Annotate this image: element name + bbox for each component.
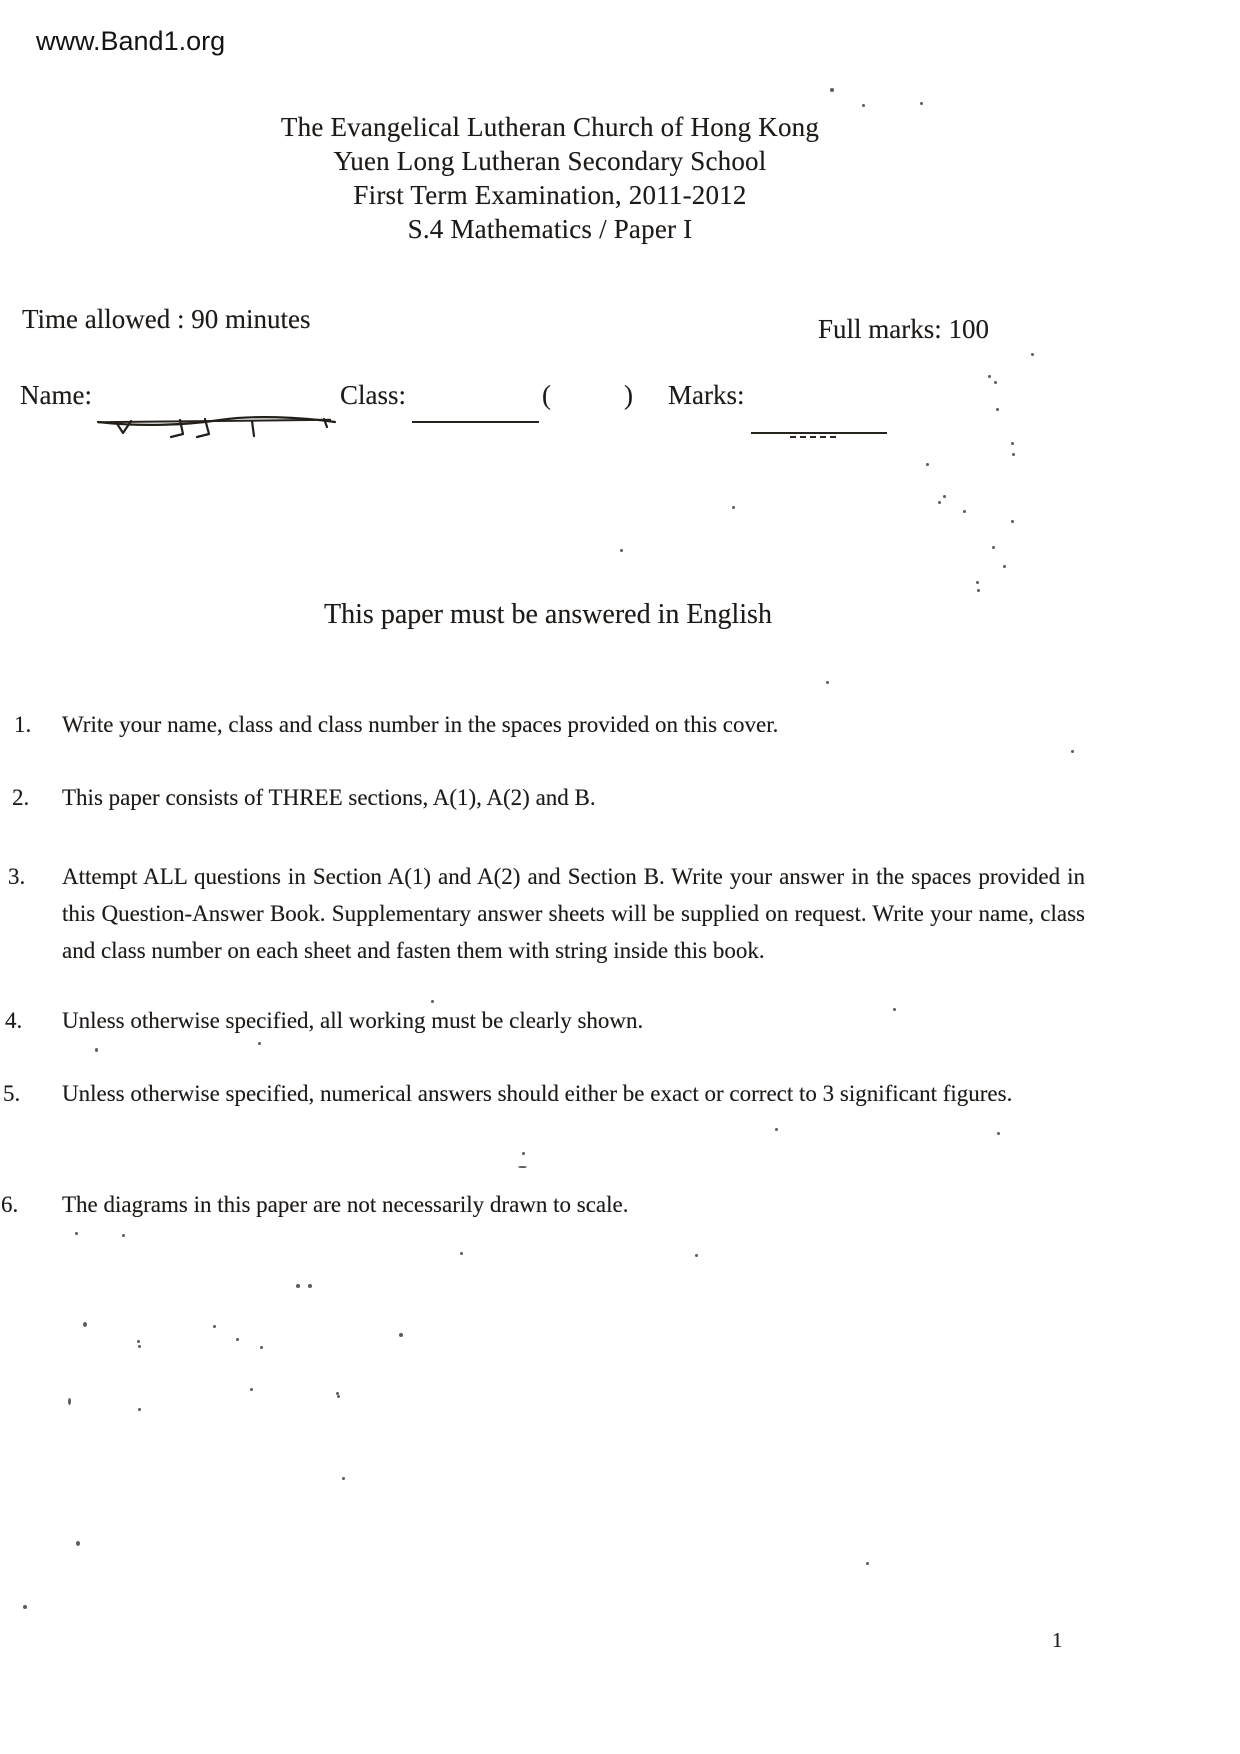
language-notice: This paper must be answered in English [324,599,772,630]
scan-speck [943,495,946,498]
marks-blank-line [751,432,887,434]
scan-speck [296,1284,300,1288]
scan-speck [258,1042,261,1045]
name-label: Name: [20,380,92,410]
scan-speck [866,1562,869,1565]
instruction-text: Write your name, class and class number in the spaces provided on this cover. [62,712,779,737]
scan-speck [1011,442,1014,445]
instruction-item-1 [0,706,1085,743]
scan-speck [1071,750,1074,753]
scan-speck [137,1340,140,1343]
instruction-text: This paper consists of THREE sections, A(1), A(2) and B. [62,785,596,810]
scan-speck [992,546,995,549]
instruction-text: Unless otherwise specified, all working must be clearly shown. [62,1008,644,1033]
instruction-item-5 [0,1074,1085,1114]
scan-speck [95,1048,98,1052]
scan-speck [213,1325,216,1328]
scan-speck [1003,565,1006,568]
instruction-text: Attempt ALL questions in Section A(1) and A(2) and Section B. Write your answer in the spaces provided in this Question-Answer Book. Supplementary answer sheets will be supplied on request. Write your name, class and class number on each sheet and fasten them with string inside this book. [62,864,1085,963]
paper-title: S.4 Mathematics / Paper I [407,214,693,244]
class-number-paren-close: ) [624,380,633,410]
instruction-item-2 [0,779,1085,816]
scan-speck [68,1398,71,1405]
scan-speck [23,1605,27,1609]
scan-speck [250,1388,253,1391]
scan-speck [1031,353,1034,356]
scan-speck [236,1338,239,1341]
scan-speck [893,1008,896,1011]
scan-speck [1011,520,1014,523]
scan-speck [122,1234,125,1237]
scan-speck [138,1345,141,1348]
scan-speck [963,510,966,513]
scan-speck [75,1232,78,1235]
scan-speck [620,549,623,552]
scan-speck [926,463,929,466]
scan-speck [988,375,991,378]
page-number: 1 [1052,1628,1063,1652]
scan-speck [994,381,997,384]
scan-speck [996,408,999,411]
class-blank-line [412,421,539,423]
instruction-number: 3. [8,864,26,889]
scan-speck [976,581,979,584]
scan-speck [342,1477,345,1480]
exam-title-block [0,110,1100,246]
scan-speck [518,1166,527,1168]
instruction-item-4 [0,1002,1085,1039]
site-watermark: www.Band1.org [36,26,226,56]
scan-speck [399,1333,403,1337]
scan-speck [83,1322,87,1327]
instruction-number: 2. [12,785,30,810]
instruction-number: 4. [5,1008,23,1033]
instruction-number: 6. [1,1192,19,1217]
scan-speck [830,88,834,92]
instruction-text: Unless otherwise specified, numerical answers should either be exact or correct to 3 significant figures. [62,1081,1013,1106]
marks-line-retrace [790,436,836,438]
scan-speck [260,1346,263,1349]
instruction-item-6 [0,1186,1085,1223]
scan-speck [431,1000,434,1003]
scan-speck [920,102,923,105]
full-marks-label: Full marks: 100 [818,314,990,344]
scan-speck [522,1152,525,1155]
scan-speck [76,1541,80,1546]
scan-speck [138,1408,141,1411]
scan-speck [732,506,735,509]
instruction-number: 1. [14,712,32,737]
instruction-text: The diagrams in this paper are not necessarily drawn to scale. [62,1192,629,1217]
scan-speck [695,1254,698,1257]
class-label: Class: [340,380,407,410]
scan-speck [460,1252,463,1255]
scan-speck [775,1128,778,1131]
marks-label: Marks: [668,380,745,410]
class-number-paren-open: ( [542,380,551,410]
scan-speck [977,589,980,592]
time-allowed-label: Time allowed : 90 minutes [22,304,311,334]
scan-speck [337,1395,340,1398]
exam-session: First Term Examination, 2011-2012 [353,180,747,210]
instruction-number: 5. [3,1081,21,1106]
scan-speck [1012,453,1015,456]
instruction-item-3 [0,858,1085,969]
handwritten-scribble [95,412,345,450]
scan-speck [308,1284,312,1288]
scan-speck [862,104,865,107]
scan-speck [997,1132,1000,1135]
scan-speck [826,681,829,684]
school-name: Yuen Long Lutheran Secondary School [333,146,767,176]
scan-speck [938,501,941,504]
organization-name: The Evangelical Lutheran Church of Hong Kong [280,112,820,142]
